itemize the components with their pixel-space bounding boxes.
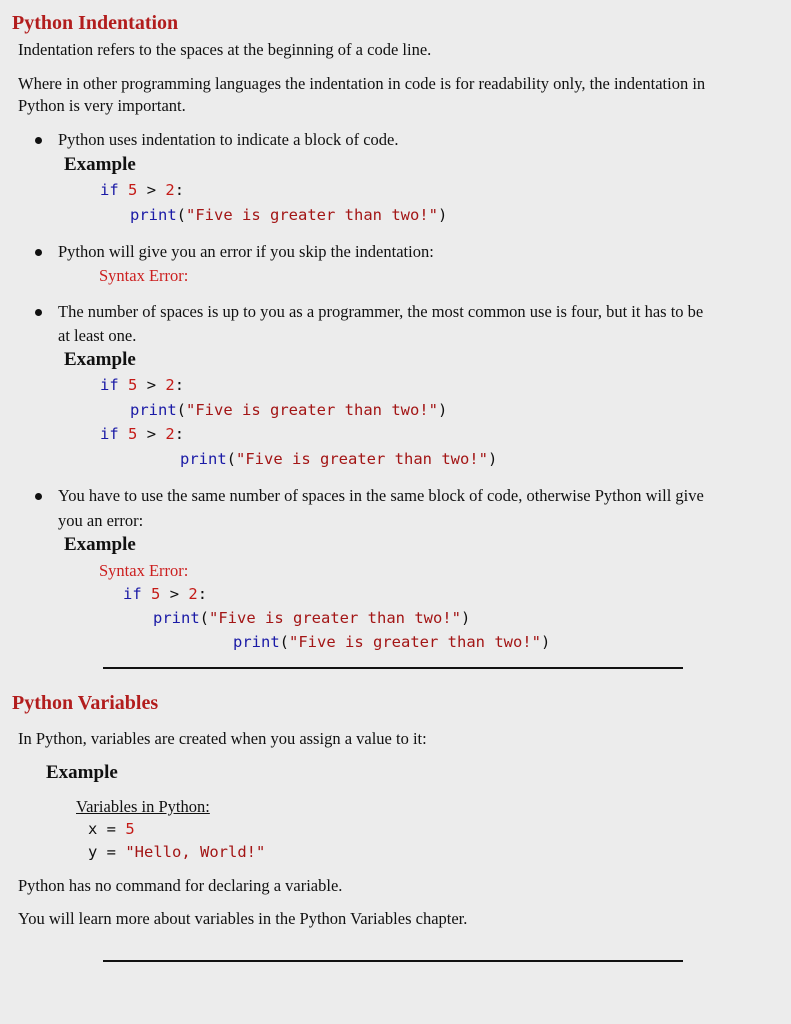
bullet-icon: [35, 249, 42, 256]
code-line: if 5 > 2:: [100, 181, 185, 199]
bullet-item-3-line1: The number of spaces is up to you as a programmer, the most common use is four, but it has to be: [58, 302, 704, 321]
syntax-error-label: Syntax Error:: [99, 561, 189, 580]
code-line: if 5 > 2:: [123, 585, 208, 603]
section-title-variables: Python Variables: [12, 692, 159, 714]
bullet-item-3-line2: at least one.: [58, 326, 137, 345]
example-label: Example: [64, 534, 136, 555]
code-caption: Variables in Python:: [76, 797, 210, 816]
bullet-item-1: Python uses indentation to indicate a block of code.: [58, 130, 399, 149]
bullet-item-4-line1: You have to use the same number of spaces in the same block of code, otherwise Python will give: [58, 486, 704, 505]
code-line: print("Five is greater than two!"): [130, 401, 448, 419]
example-label: Example: [64, 154, 136, 175]
paragraph-no-declaration: Python has no command for declaring a variable.: [18, 876, 343, 895]
section-divider: [103, 667, 683, 669]
paragraph-indentation-definition: Indentation refers to the spaces at the beginning of a code line.: [18, 40, 432, 59]
bullet-item-2: Python will give you an error if you skip the indentation:: [58, 242, 434, 261]
paragraph-learn-more: You will learn more about variables in the Python Variables chapter.: [18, 909, 468, 928]
code-line: x = 5: [88, 820, 135, 838]
code-line: print("Five is greater than two!"): [130, 206, 448, 224]
code-line: print("Five is greater than two!"): [233, 633, 551, 651]
example-label: Example: [64, 349, 136, 370]
section-title-indentation: Python Indentation: [12, 12, 179, 34]
bullet-item-4-line2: you an error:: [58, 511, 144, 530]
example-label: Example: [46, 762, 118, 783]
code-line: if 5 > 2:: [100, 376, 185, 394]
paragraph-variables-intro: In Python, variables are created when you assign a value to it:: [18, 729, 427, 748]
section-divider: [103, 960, 683, 962]
bullet-icon: [35, 493, 42, 500]
bullet-icon: [35, 137, 42, 144]
paragraph-importance-line1: Where in other programming languages the indentation in code is for readability only, the indentation in: [18, 74, 706, 93]
paragraph-importance-line2: Python is very important.: [18, 96, 186, 115]
code-line: y = "Hello, World!": [88, 843, 266, 861]
code-line: print("Five is greater than two!"): [180, 450, 498, 468]
syntax-error-label: Syntax Error:: [99, 266, 189, 285]
code-line: print("Five is greater than two!"): [153, 609, 471, 627]
bullet-icon: [35, 309, 42, 316]
code-line: if 5 > 2:: [100, 425, 185, 443]
